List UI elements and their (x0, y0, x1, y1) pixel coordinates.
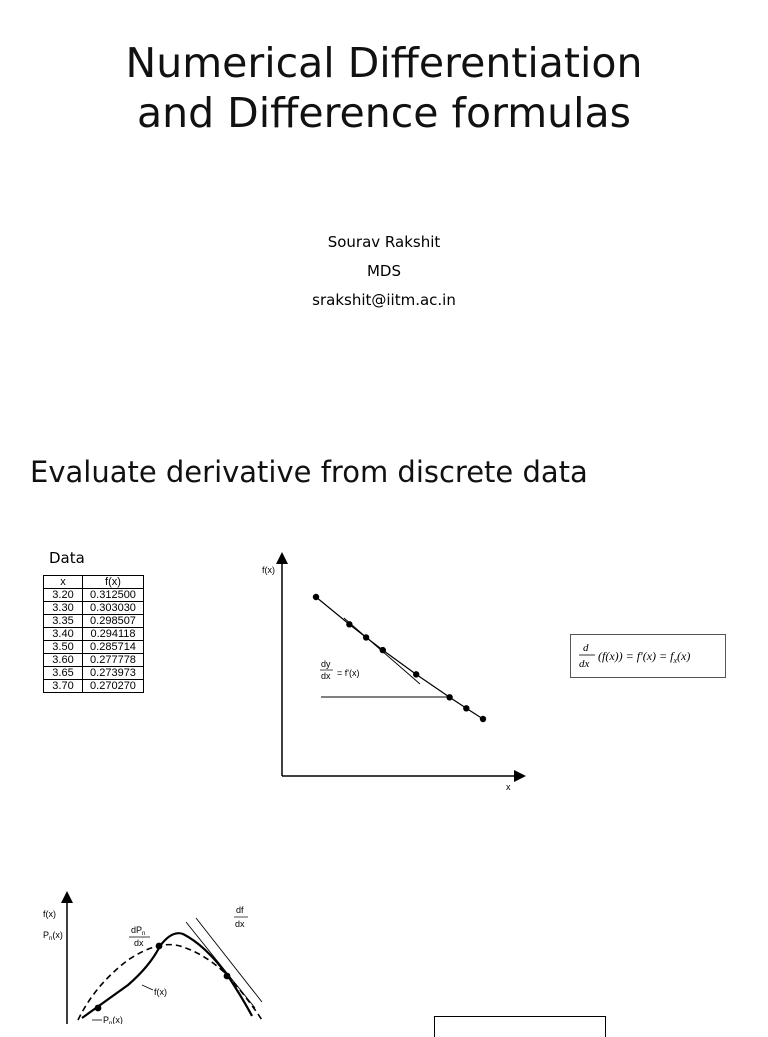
plot1-x-label: x (506, 782, 511, 792)
plot2-fx-leader (142, 985, 153, 990)
plot2-fx-label: f(x) (154, 987, 167, 997)
formula-d: d (583, 642, 589, 654)
derivative-formula (571, 635, 725, 677)
data-point (413, 671, 419, 677)
plot2-df-den: dx (235, 919, 245, 929)
plot2-point (95, 1005, 102, 1012)
plot2-y-label-pn: $P_n(x)$ (43, 930, 63, 942)
cell-fx: 0.273973 (83, 667, 144, 680)
cell-x: 3.50 (44, 641, 83, 654)
plot2-dpn-den: dx (134, 938, 144, 948)
plot1-annotation-dx: dx (321, 671, 331, 681)
cell-x: 3.60 (44, 654, 83, 667)
cell-x: 3.20 (44, 589, 83, 602)
cell-x: 3.70 (44, 680, 83, 693)
plot2-point (156, 943, 163, 950)
cell-fx: 0.312500 (83, 589, 144, 602)
section-title: Evaluate derivative from discrete data (30, 455, 588, 489)
plot2-point (224, 973, 231, 980)
title-line-1: Numerical Differentiation (125, 39, 643, 87)
plot1-annotation-dy: dy (321, 659, 331, 669)
formula-dx: dx (579, 658, 590, 670)
cell-x: 3.30 (44, 602, 83, 615)
plot2-y-label-fx: f(x) (43, 909, 56, 919)
plot2-pn-label: $P_n(x)$ (103, 1015, 123, 1024)
cell-x: 3.65 (44, 667, 83, 680)
partial-formula-box (434, 1016, 606, 1037)
author-email: srakshit@iitm.ac.in (312, 291, 456, 309)
cell-fx: 0.285714 (83, 641, 144, 654)
cell-fx: 0.294118 (83, 628, 144, 641)
author-affiliation: MDS (366, 262, 401, 280)
column-header-x: x (44, 576, 83, 589)
data-point (446, 694, 452, 700)
data-point (463, 705, 469, 711)
plot2-df-label: df (236, 905, 244, 915)
data-point (363, 634, 369, 640)
data-point (346, 621, 352, 627)
cell-fx: 0.270270 (83, 680, 144, 693)
plot1-data-line (316, 597, 483, 719)
column-header-fx: f(x) (83, 576, 144, 589)
data-point (480, 716, 486, 722)
plot2-dpn-label: $dP_n$ (131, 925, 146, 937)
data-point (380, 647, 386, 653)
data-label: Data (49, 549, 85, 567)
cell-x: 3.40 (44, 628, 83, 641)
plot1-annotation-rhs: = f'(x) (337, 668, 360, 678)
plot2-tangent-df (196, 918, 262, 1002)
title-line-2: and Difference formulas (136, 89, 632, 137)
plot2-tangent-dpn (186, 922, 255, 1008)
plot1-y-label: f(x) (262, 565, 275, 575)
cell-fx: 0.303030 (83, 602, 144, 615)
data-point (313, 594, 319, 600)
cell-x: 3.35 (44, 615, 83, 628)
formula-expression: $(f(x)) = f'(x) = f_x(x)$ (598, 649, 691, 665)
cell-fx: 0.277778 (83, 654, 144, 667)
cell-fx: 0.298507 (83, 615, 144, 628)
derivative-formula-box (570, 634, 726, 678)
author-name: Sourav Rakshit (327, 233, 441, 251)
